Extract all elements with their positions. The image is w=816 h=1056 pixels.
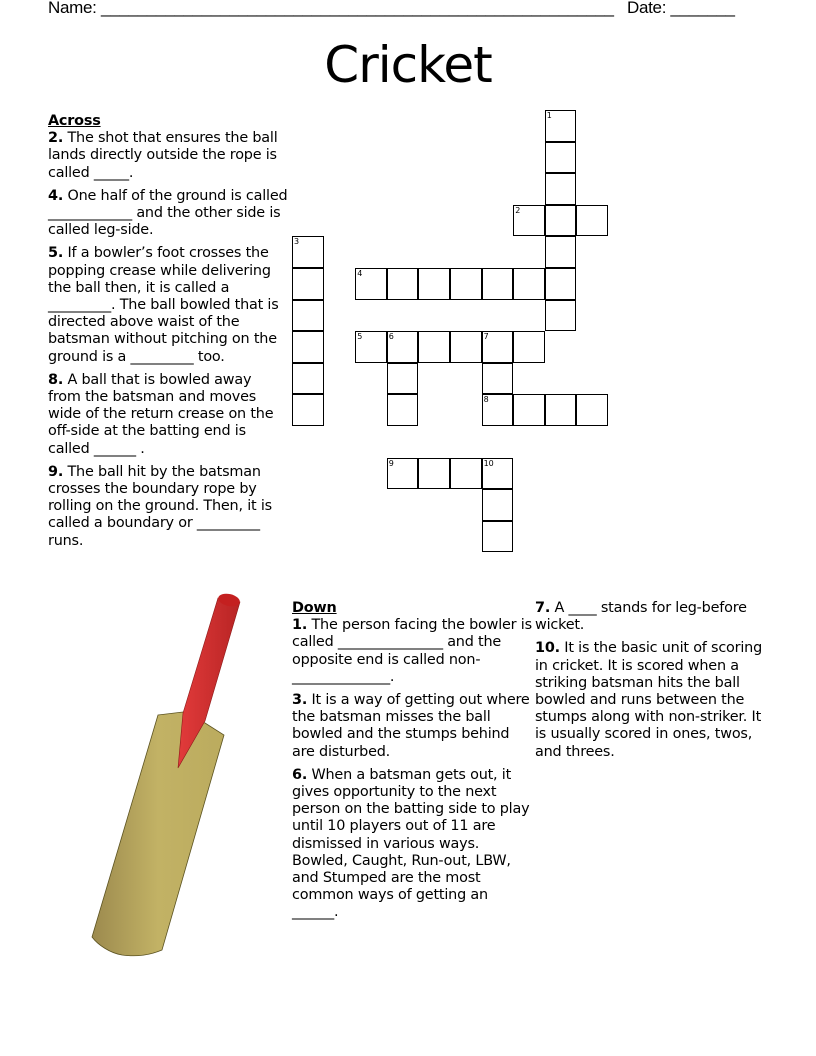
crossword-cell[interactable] <box>482 458 514 490</box>
clue-number: 6. <box>292 766 308 783</box>
crossword-cell[interactable] <box>418 458 450 490</box>
cell-number: 6 <box>388 332 394 342</box>
cell-number: 3 <box>294 237 300 247</box>
clue-text: The ball hit by the batsman crosses the boundary rope by rolling on the ground. Then, it is called a boundary or _________ runs. <box>48 463 272 549</box>
clue-number: 8. <box>48 371 64 388</box>
clue-text: A ____ stands for leg-before wicket. <box>535 600 747 634</box>
crossword-cell[interactable] <box>482 521 514 553</box>
crossword-cell[interactable] <box>387 268 419 300</box>
clue-number: 1. <box>292 617 308 634</box>
crossword-cell[interactable] <box>450 331 482 363</box>
crossword-cell[interactable] <box>387 458 419 490</box>
clue-down-10 <box>535 640 775 760</box>
crossword-cell[interactable] <box>355 268 387 300</box>
crossword-cell[interactable] <box>545 205 577 237</box>
crossword-cell[interactable] <box>387 394 419 426</box>
clue-number: 5. <box>48 245 64 262</box>
down-clues-continued <box>535 600 775 767</box>
date-field-label: Date: _______ <box>627 0 735 17</box>
cricket-bat-icon <box>80 585 260 965</box>
crossword-cell[interactable] <box>450 268 482 300</box>
crossword-cell[interactable] <box>545 236 577 268</box>
clue-text: It is a way of getting out where the batsman misses the ball bowled and the stumps behind are disturbed. <box>292 692 530 760</box>
cell-number: 7 <box>483 332 489 342</box>
clue-across-9 <box>48 464 288 550</box>
clue-number: 10. <box>535 640 560 657</box>
crossword-cell[interactable] <box>513 331 545 363</box>
crossword-cell[interactable] <box>576 394 608 426</box>
crossword-cell[interactable] <box>418 268 450 300</box>
down-heading: Down <box>292 600 337 616</box>
crossword-cell[interactable] <box>292 331 324 363</box>
clue-down-6 <box>292 767 532 922</box>
clue-across-8 <box>48 372 288 458</box>
clue-down-1 <box>292 617 532 686</box>
page-title: Cricket <box>324 36 492 94</box>
clue-text: The person facing the bowler is called _______________ and the opposite end is called non-______________. <box>292 617 532 685</box>
cell-number: 5 <box>357 332 363 342</box>
cell-number: 10 <box>483 458 494 468</box>
clue-across-5 <box>48 245 288 365</box>
crossword-cell[interactable] <box>292 300 324 332</box>
clue-number: 4. <box>48 187 64 204</box>
crossword-cell[interactable] <box>545 268 577 300</box>
cell-number: 9 <box>388 458 394 468</box>
crossword-cell[interactable] <box>292 394 324 426</box>
crossword-cell[interactable] <box>545 173 577 205</box>
clue-number: 9. <box>48 463 64 480</box>
crossword-cell[interactable] <box>418 331 450 363</box>
crossword-cell[interactable] <box>355 331 387 363</box>
crossword-cell[interactable] <box>545 394 577 426</box>
clue-down-3 <box>292 692 532 761</box>
clue-number: 3. <box>292 692 308 709</box>
crossword-cell[interactable] <box>545 142 577 174</box>
cell-number: 1 <box>546 111 552 120</box>
crossword-cell[interactable] <box>482 268 514 300</box>
crossword-cell[interactable] <box>545 110 577 142</box>
clue-number: 7. <box>535 600 551 616</box>
clue-across-4 <box>48 188 288 240</box>
crossword-cell[interactable] <box>482 489 514 521</box>
crossword-cell[interactable] <box>576 205 608 237</box>
cell-number: 8 <box>483 395 489 405</box>
crossword-cell[interactable] <box>513 268 545 300</box>
crossword-cell[interactable] <box>482 394 514 426</box>
clue-down-7 <box>535 600 775 634</box>
cell-number: 4 <box>357 269 363 278</box>
crossword-cell[interactable] <box>292 268 324 300</box>
crossword-cell[interactable] <box>513 205 545 237</box>
clue-number: 2. <box>48 130 64 147</box>
crossword-cell[interactable] <box>482 363 514 395</box>
clue-text: The shot that ensures the ball lands directly outside the rope is called _____. <box>48 130 278 181</box>
crossword-cell[interactable] <box>387 331 419 363</box>
clue-text: When a batsman gets out, it gives opportunity to the next person on the batting side to play until 10 players out of 11 are dismissed in various ways. Bowled, Caught, Run-out, LBW, and Stumped are the most common ways of getting an ______. <box>292 766 530 921</box>
across-clues <box>48 113 288 556</box>
clue-text: One half of the ground is called ____________ and the other side is called leg-side. <box>48 187 288 239</box>
clue-text: If a bowler’s foot crosses the popping crease while delivering the ball then, it is called a _________. The ball bowled that is directed above waist of the batsman without pitching on the ground is a _________ too. <box>48 245 279 365</box>
clue-text: A ball that is bowled away from the batsman and moves wide of the return crease on the off-side at the batting end is called ______ . <box>48 371 274 457</box>
cell-number: 2 <box>515 205 521 215</box>
crossword-cell[interactable] <box>513 394 545 426</box>
crossword-cell[interactable] <box>292 236 324 268</box>
crossword-cell[interactable] <box>482 331 514 363</box>
clue-across-2 <box>48 130 288 182</box>
down-clues <box>292 600 532 928</box>
across-heading: Across <box>48 113 101 129</box>
crossword-cell[interactable] <box>387 363 419 395</box>
crossword-cell[interactable] <box>292 363 324 395</box>
name-field-label: Name: ________________________________________________________ <box>48 0 614 17</box>
crossword-cell[interactable] <box>450 458 482 490</box>
clue-text: It is the basic unit of scoring in cricket. It is scored when a striking batsman hits the ball bowled and runs between the stumps along with non-striker. It is usually scored in ones, twos, and threes. <box>535 640 763 760</box>
crossword-cell[interactable] <box>545 300 577 332</box>
